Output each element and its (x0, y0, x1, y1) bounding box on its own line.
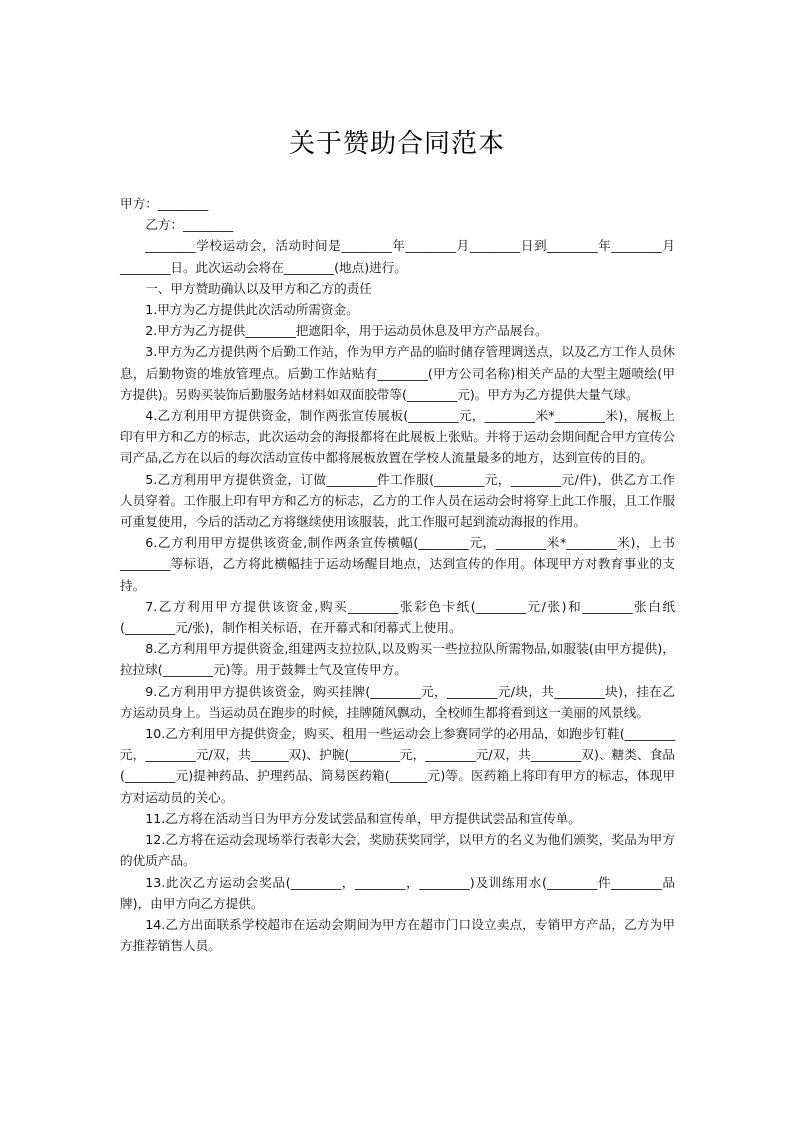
clause-5: 5.乙方利用甲方提供资金，订做________件工作服(________元，________元/件)，供乙方工作人员穿着。工作服上印有甲方和乙方的标志，乙方的工作人员在运动会时将穿上此工作服，且工作服可重复使用，今后的活动乙方将继续使用该服装，此工作服可起到流动海报的作用。 (120, 471, 675, 530)
clause-12: 12.乙方将在运动会现场举行表彰大会，奖励获奖同学，以甲方的名义为他们颁奖，奖品为甲方的优质产品。 (120, 832, 675, 869)
clause-1: 1.甲方为乙方提供此次活动所需资金。 (145, 302, 359, 318)
clause-11: 11.乙方将在活动当日为甲方分发试尝品和宣传单，甲方提供试尝品和宣传单。 (145, 810, 581, 826)
section-heading: 一、甲方赞助确认以及甲方和乙方的责任 (145, 280, 372, 296)
clause-4: 4.乙方利用甲方提供资金，制作两张宣传展板(________元，________米*________米)，展板上印有甲方和乙方的标志，此次运动会的海报都将在此展板上张贴。并将于运动会期间配合甲方宣传公司产品,乙方在以后的每次活动宣传中都将展板放置在学校人流量最多的地方，达到宣传的目的。 (120, 408, 675, 466)
clause-7: 7.乙方利用甲方提供该资金,购买________张彩色卡纸(________元/张)和________张白纸(________元/张)，制作相关标语，在开幕式和闭幕式上使用。 (120, 598, 675, 636)
clause-6: 6.乙方利用甲方提供该资金,制作两条宣传横幅(________元，________米*________米)，上书________等标语，乙方将此横幅挂于运动场醒目地点，达到宣传的作用。体现甲方对教育事业的支持。 (120, 535, 675, 593)
clause-9: 9.乙方利用甲方提供该资金，购买挂牌(________元，________元/块，共________块)，挂在乙方运动员身上。当运动员在跑步的时候，挂牌随风飘动，全校师生都将看到这一美丽的风景线。 (120, 683, 675, 720)
party-b-line: 乙方：________ (145, 217, 234, 233)
document-body (120, 193, 675, 956)
clause-14: 14.乙方出面联系学校超市在运动会期间为甲方在超市门口设立卖点，专销甲方产品，乙方为甲方推荐销售人员。 (120, 916, 675, 954)
event-intro-paragraph: ________学校运动会，活动时间是________年________月________日到________年________月________日。此次运动会将在________(地点)进行。 (120, 238, 675, 275)
clause-10: 10.乙方利用甲方提供资金，购买、租用一些运动会上参赛同学的必用品，如跑步钉鞋(________元，________元/双，共______双)、护腕(________元，________元/双，共________双)、糖类、食品(________元)提神药品、护理药品、简易医药箱(______元)等。医药箱上将印有甲方的标志，体现甲方对运动员的关心。 (120, 726, 675, 805)
clause-13: 13.此次乙方运动会奖品(________，________，________)及训练用水(________件________品牌)，由甲方向乙方提供。 (120, 874, 675, 911)
clause-3: 3.甲方为乙方提供两个后勤工作站，作为甲方产品的临时储存管理调送点，以及乙方工作人员休息，后勤物资的堆放管理点。后勤工作站贴有________(甲方公司名称)相关产品的大型主题喷绘(甲方提供)。另购买装饰后勤服务站材料如双面胶带等(________元)。甲方为乙方提供大量气球。 (120, 344, 675, 402)
document-title: 关于赞助合同范本 (288, 129, 505, 159)
clause-8: 8.乙方利用甲方提供资金,组建两支拉拉队,以及购买一些拉拉队所需物品,如服装(由甲方提供)，拉拉球(________元)等。用于鼓舞士气及宣传甲方。 (120, 641, 675, 678)
clause-2: 2.甲方为乙方提供________把遮阳伞，用于运动员休息及甲方产品展台。 (145, 323, 548, 339)
party-a-line: 甲方：________ (120, 196, 209, 211)
